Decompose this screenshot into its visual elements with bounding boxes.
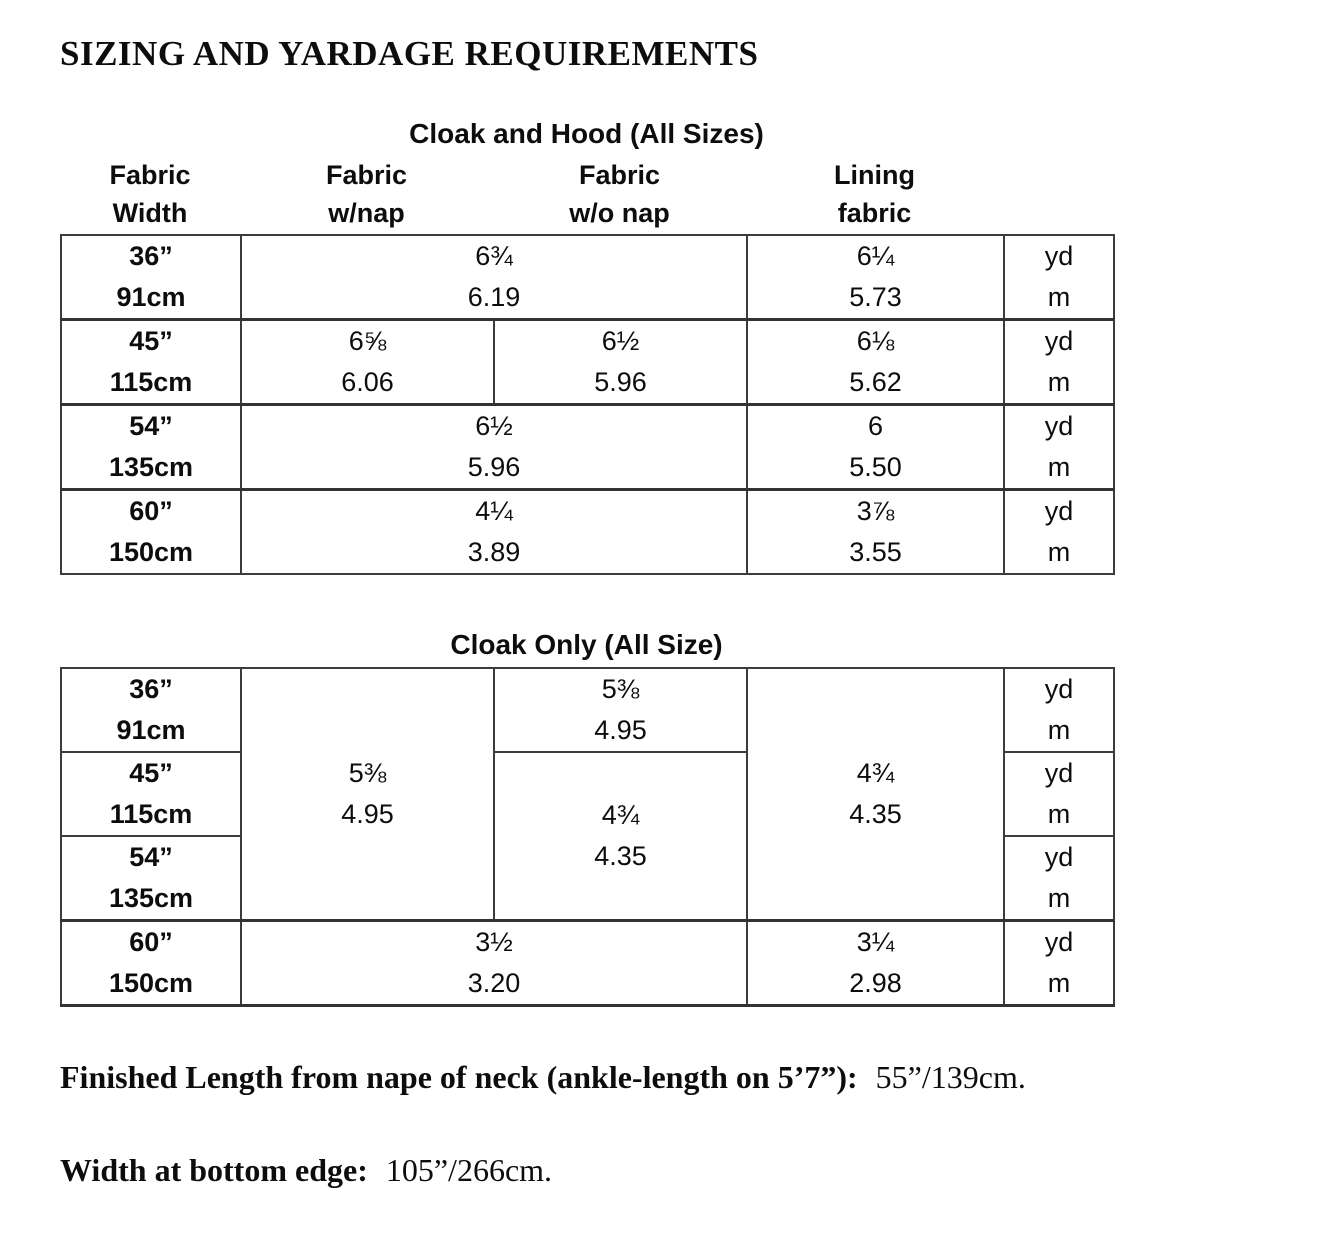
yards-value: 6 bbox=[867, 411, 884, 442]
unit-cell bbox=[1004, 320, 1114, 405]
cloak-only-section bbox=[60, 629, 1113, 1007]
fabric-wonap-merged-cell bbox=[494, 752, 747, 921]
meters-value: 3.89 bbox=[467, 537, 521, 568]
width-cm: 91cm bbox=[116, 282, 186, 313]
unit-yd: yd bbox=[1044, 326, 1074, 357]
yards-value: 4¾ bbox=[601, 800, 640, 831]
yards-value: 6¼ bbox=[856, 241, 895, 272]
bottom-width-label: Width at bottom edge: bbox=[60, 1152, 368, 1189]
unit-m: m bbox=[1047, 883, 1071, 914]
yards-value: 5⅜ bbox=[348, 758, 387, 789]
yards-value: 6½ bbox=[601, 326, 640, 357]
header-line: w/o nap bbox=[569, 198, 670, 229]
width-inches: 36” bbox=[129, 674, 173, 705]
lining-yardage-cell bbox=[747, 921, 1004, 1006]
header-line: Width bbox=[112, 198, 188, 229]
width-cm: 91cm bbox=[116, 715, 186, 746]
cloak-and-hood-table bbox=[60, 234, 1115, 575]
width-cm: 115cm bbox=[109, 367, 193, 398]
unit-cell bbox=[1004, 235, 1114, 320]
lining-yardage-cell bbox=[747, 490, 1004, 575]
table-row bbox=[61, 235, 1114, 320]
lining-merged-cell bbox=[747, 668, 1004, 921]
unit-cell bbox=[1004, 668, 1114, 752]
fabric-wnap-cell bbox=[241, 320, 494, 405]
fabric-width-cell bbox=[61, 405, 241, 490]
meters-value: 4.35 bbox=[849, 799, 902, 830]
header-line: Fabric bbox=[578, 160, 661, 191]
table-row bbox=[61, 668, 1114, 752]
meters-value: 5.50 bbox=[849, 452, 902, 483]
yards-value: 6½ bbox=[475, 411, 513, 442]
unit-yd: yd bbox=[1044, 496, 1074, 527]
unit-cell bbox=[1004, 836, 1114, 921]
yards-value: 3½ bbox=[475, 927, 513, 958]
width-cm: 115cm bbox=[109, 799, 193, 830]
header-fabric-wonap bbox=[493, 156, 746, 232]
width-inches: 60” bbox=[129, 496, 173, 527]
header-fabric-wnap bbox=[240, 156, 493, 232]
fabric-width-cell bbox=[61, 752, 241, 836]
unit-cell bbox=[1004, 921, 1114, 1006]
width-cm: 150cm bbox=[108, 968, 194, 999]
table-row bbox=[61, 490, 1114, 575]
unit-m: m bbox=[1047, 799, 1071, 830]
fabric-yardage-cell bbox=[241, 405, 747, 490]
width-inches: 45” bbox=[129, 758, 173, 789]
fabric-wnap-merged-cell bbox=[241, 668, 494, 921]
header-line: Fabric bbox=[109, 160, 191, 191]
meters-value: 2.98 bbox=[849, 968, 902, 999]
meters-value: 4.35 bbox=[594, 841, 647, 872]
yards-value: 3¼ bbox=[856, 927, 895, 958]
unit-cell bbox=[1004, 752, 1114, 836]
unit-yd: yd bbox=[1044, 411, 1074, 442]
unit-m: m bbox=[1047, 452, 1071, 483]
lining-yardage-cell bbox=[747, 320, 1004, 405]
meters-value: 5.73 bbox=[849, 282, 902, 313]
yards-value: 4¼ bbox=[475, 496, 513, 527]
header-fabric-width bbox=[60, 156, 240, 232]
yards-value: 5⅜ bbox=[601, 674, 640, 705]
header-line: w/nap bbox=[328, 198, 405, 229]
unit-m: m bbox=[1047, 282, 1071, 313]
meters-value: 5.96 bbox=[467, 452, 521, 483]
meters-value: 6.06 bbox=[341, 367, 394, 398]
cloak-only-title: Cloak Only (All Size) bbox=[450, 629, 723, 661]
unit-yd: yd bbox=[1044, 758, 1074, 789]
width-inches: 45” bbox=[129, 326, 173, 357]
finished-length-value: 55”/139cm. bbox=[875, 1059, 1026, 1096]
header-lining-fabric bbox=[746, 156, 1003, 232]
unit-yd: yd bbox=[1044, 241, 1074, 272]
fabric-width-cell bbox=[61, 668, 241, 752]
width-cm: 135cm bbox=[108, 452, 194, 483]
bottom-width-note bbox=[60, 1152, 1328, 1189]
meters-value: 5.62 bbox=[849, 367, 902, 398]
table-row bbox=[61, 320, 1114, 405]
meters-value: 6.19 bbox=[467, 282, 521, 313]
unit-yd: yd bbox=[1044, 674, 1074, 705]
width-inches: 36” bbox=[129, 241, 173, 272]
fabric-wonap-cell bbox=[494, 320, 747, 405]
unit-m: m bbox=[1047, 968, 1071, 999]
unit-m: m bbox=[1047, 715, 1071, 746]
header-units-empty bbox=[1003, 156, 1113, 232]
cloak-and-hood-column-headers bbox=[60, 156, 1113, 232]
unit-yd: yd bbox=[1044, 842, 1074, 873]
unit-cell bbox=[1004, 405, 1114, 490]
fabric-yardage-cell bbox=[241, 235, 747, 320]
meters-value: 3.55 bbox=[849, 537, 902, 568]
bottom-width-value: 105”/266cm. bbox=[385, 1152, 553, 1189]
fabric-yardage-cell bbox=[241, 490, 747, 575]
yards-value: 6⅝ bbox=[348, 326, 387, 357]
page-title: SIZING AND YARDAGE REQUIREMENTS bbox=[60, 34, 759, 73]
yards-value: 3⅞ bbox=[856, 496, 895, 527]
unit-m: m bbox=[1047, 537, 1071, 568]
unit-yd: yd bbox=[1044, 927, 1074, 958]
cloak-only-table bbox=[60, 667, 1115, 1007]
width-inches: 54” bbox=[129, 842, 173, 873]
width-cm: 150cm bbox=[108, 537, 194, 568]
unit-m: m bbox=[1047, 367, 1071, 398]
table-row bbox=[61, 405, 1114, 490]
header-line: fabric bbox=[837, 198, 912, 229]
fabric-wonap-cell bbox=[494, 668, 747, 752]
width-inches: 60” bbox=[129, 927, 173, 958]
finished-length-label: Finished Length from nape of neck (ankle-length on 5’7”): bbox=[60, 1059, 858, 1096]
table-row bbox=[61, 921, 1114, 1006]
width-inches: 54” bbox=[129, 411, 173, 442]
fabric-yardage-cell bbox=[241, 921, 747, 1006]
meters-value: 5.96 bbox=[594, 367, 647, 398]
lining-yardage-cell bbox=[747, 405, 1004, 490]
fabric-width-cell bbox=[61, 320, 241, 405]
fabric-width-cell bbox=[61, 921, 241, 1006]
yards-value: 6⅛ bbox=[856, 326, 895, 357]
yards-value: 4¾ bbox=[856, 758, 895, 789]
meters-value: 3.20 bbox=[467, 968, 521, 999]
header-line: Lining bbox=[834, 160, 915, 191]
yards-value: 6¾ bbox=[475, 241, 513, 272]
meters-value: 4.95 bbox=[594, 715, 647, 746]
cloak-and-hood-title: Cloak and Hood (All Sizes) bbox=[409, 118, 764, 150]
meters-value: 4.95 bbox=[341, 799, 394, 830]
fabric-width-cell bbox=[61, 836, 241, 921]
header-line: Fabric bbox=[325, 160, 408, 191]
fabric-width-cell bbox=[61, 235, 241, 320]
lining-yardage-cell bbox=[747, 235, 1004, 320]
width-cm: 135cm bbox=[108, 883, 194, 914]
cloak-and-hood-section bbox=[60, 118, 1113, 575]
unit-cell bbox=[1004, 490, 1114, 575]
finished-length-note bbox=[60, 1059, 1328, 1096]
fabric-width-cell bbox=[61, 490, 241, 575]
